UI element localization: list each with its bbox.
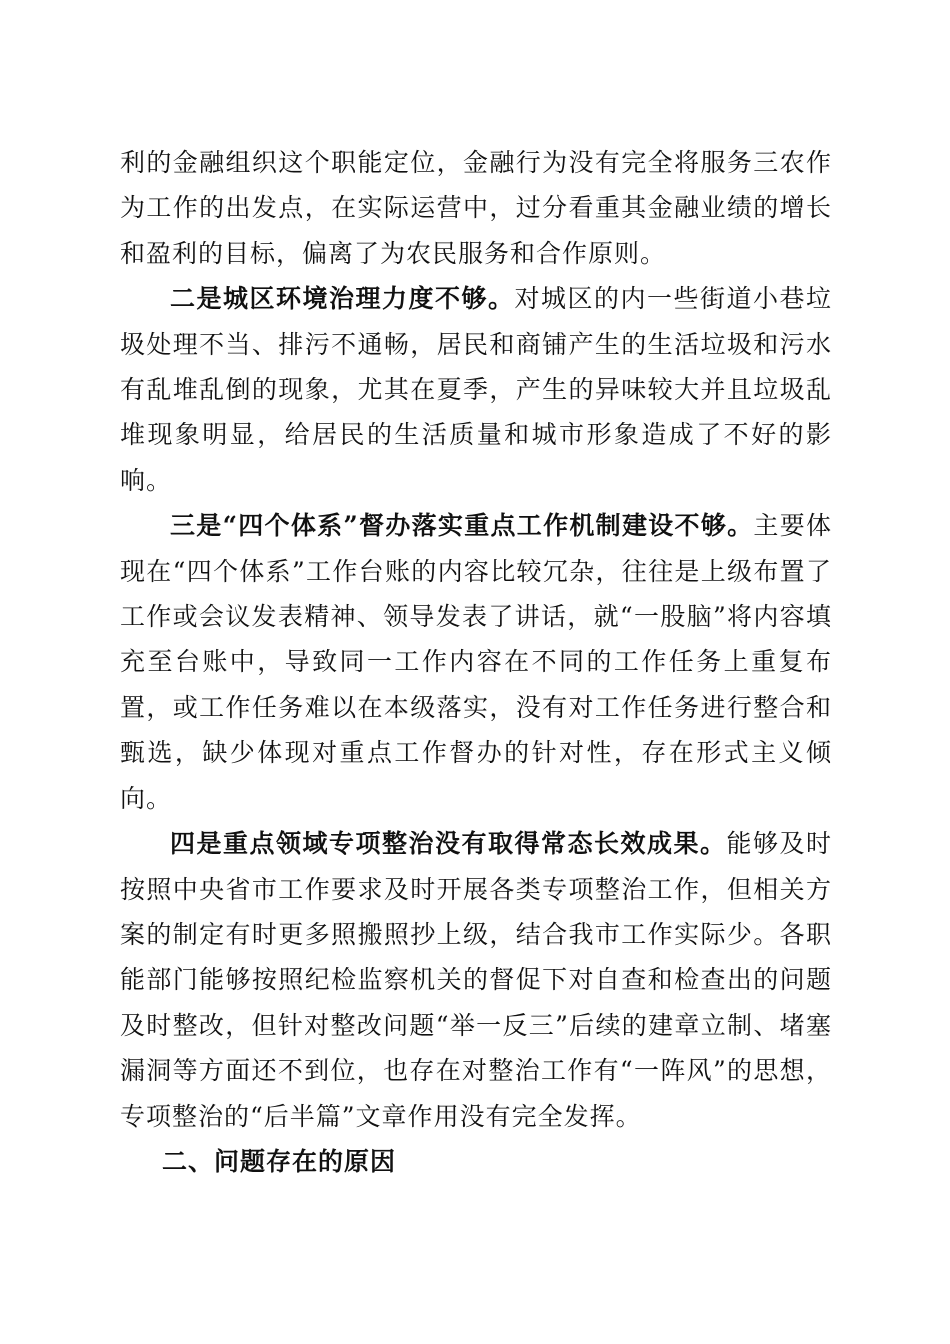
paragraph-four-systems: [120, 503, 832, 821]
paragraph-lead: 二是城区环境治理力度不够。: [170, 284, 515, 314]
paragraph-text: 对城区的内一些街道小巷垃圾处理不当、排污不通畅，居民和商铺产生的生活垃圾和污水有乱堆乱倒的现象，尤其在夏季，产生的异味较大并且垃圾乱堆现象明显，给居民的生活质量和城市形象造成了不好的影响。: [120, 284, 832, 495]
paragraph-text: 能够及时按照中央省市工作要求及时开展各类专项整治工作，但相关方案的制定有时更多照搬照抄上级，结合我市工作实际少。各职能部门能够按照纪检监察机关的督促下对自查和检查出的问题及时整改，但针对整改问题“举一反三”后续的建章立制、堵塞漏洞等方面还不到位，也存在对整治工作有“一阵风”的思想，专项整治的“后半篇”文章作用没有完全发挥。: [120, 829, 832, 1131]
paragraph-text: 主要体现在“四个体系”工作台账的内容比较冗杂，往往是上级布置了工作或会议发表精神、领导发表了讲话，就“一股脑”将内容填充至台账中，导致同一工作内容在不同的工作任务上重复布置，或工作任务难以在本级落实，没有对工作任务进行整合和甄选，缺少体现对重点工作督办的针对性，存在形式主义倾向。: [120, 511, 832, 813]
section-heading: 二、问题存在的原因: [162, 1146, 397, 1176]
paragraph-special-rectification: [120, 821, 832, 1139]
paragraph-continued: [120, 140, 832, 276]
paragraph-text: 利的金融组织这个职能定位，金融行为没有完全将服务三农作为工作的出发点，在实际运营中，过分看重其金融业绩的增长和盈利的目标，偏离了为农民服务和合作原则。: [120, 148, 832, 268]
paragraph-urban-environment: [120, 276, 832, 503]
paragraph-lead: 三是“四个体系”督办落实重点工作机制建设不够。: [170, 511, 754, 541]
document-page: [120, 140, 832, 1184]
paragraph-lead: 四是重点领域专项整治没有取得常态长效成果。: [170, 829, 727, 859]
